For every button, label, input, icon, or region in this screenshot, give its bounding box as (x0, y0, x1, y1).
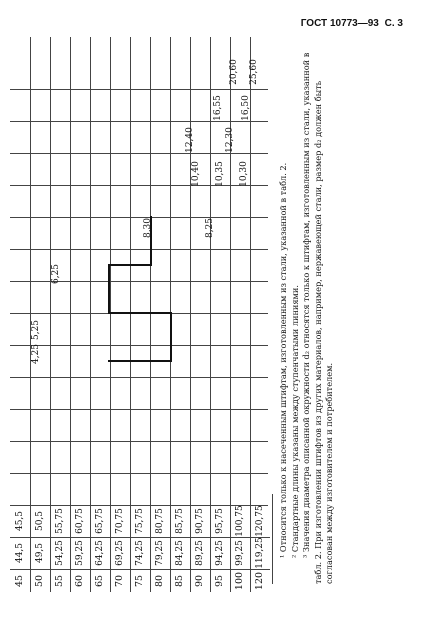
footnotes (278, 44, 336, 584)
value-label: 20,60 (229, 59, 239, 85)
value-label: 8,25 (205, 217, 215, 239)
rotated-content (10, 37, 410, 592)
table-row: 50 49,5 50,5 (30, 37, 51, 592)
value-label: 25,60 (249, 59, 259, 85)
value-label: 10,35 (215, 161, 225, 187)
grid-line (10, 121, 268, 122)
step-line (108, 312, 172, 314)
table-row: 100 99,25 100,75 (230, 37, 251, 592)
value-label: 6,25 (51, 263, 61, 285)
value-label: 4,25 (31, 343, 41, 365)
footnote-3: ³ Значения диаметра описанной окружности d₂ относятся только к штифтам, изготовленным из стали, указанной в табл. 2. При изготовлении штифтов из других материалов, например, нержавеющей стали, размер d₂ должен быть согласован между изготовителем и потребителем. (301, 52, 334, 584)
table-row: 75 74,25 75,75 (130, 37, 151, 592)
value-label: 12,40 (185, 127, 195, 153)
grid-line (10, 505, 268, 506)
table-row: 120 119,25 120,75 (250, 37, 270, 592)
grid-line (10, 409, 268, 410)
table-row: 45 44,5 45,5 (10, 37, 31, 592)
page-header (298, 18, 403, 29)
grid-line (10, 345, 268, 346)
value-label: 5,25 (31, 319, 41, 341)
value-label: 8,30 (143, 217, 153, 239)
standard-number: ГОСТ 10773—93 (300, 18, 379, 29)
footnote-rule (272, 494, 273, 584)
table-row: 85 84,25 85,75 (170, 37, 191, 592)
table-row: 70 69,25 70,75 (110, 37, 131, 592)
step-line (108, 360, 172, 362)
value-label: 16,55 (213, 95, 223, 121)
length-table (10, 37, 268, 592)
value-label: 12,30 (225, 127, 235, 153)
table-row: 90 89,25 90,75 (190, 37, 211, 592)
table-row: 60 59,25 60,75 (70, 37, 91, 592)
footnote-2: ² Стандартные длины указаны между ступенчатыми линиями. (289, 285, 300, 558)
grid-line (10, 89, 268, 90)
page-number: С. 3 (384, 18, 403, 29)
table-row: 80 79,25 80,75 (150, 37, 171, 592)
table-row: 95 94,25 95,75 (210, 37, 231, 592)
value-label: 10,30 (239, 161, 249, 187)
value-label: 16,50 (241, 95, 251, 121)
step-line (170, 314, 172, 362)
grid-line (10, 249, 268, 250)
table-row: 55 54,25 55,75 (50, 37, 71, 592)
step-line (108, 266, 110, 314)
value-label: 10,40 (191, 161, 201, 187)
grid-line (10, 377, 268, 378)
grid-line (10, 441, 268, 442)
footnote-1: ¹ Относится только к насеченным штифтам, изготовленным из стали, указанной в табл. 2. (278, 162, 288, 558)
table-row: 65 64,25 65,75 (90, 37, 111, 592)
step-line (108, 264, 152, 266)
grid-line (10, 473, 268, 474)
